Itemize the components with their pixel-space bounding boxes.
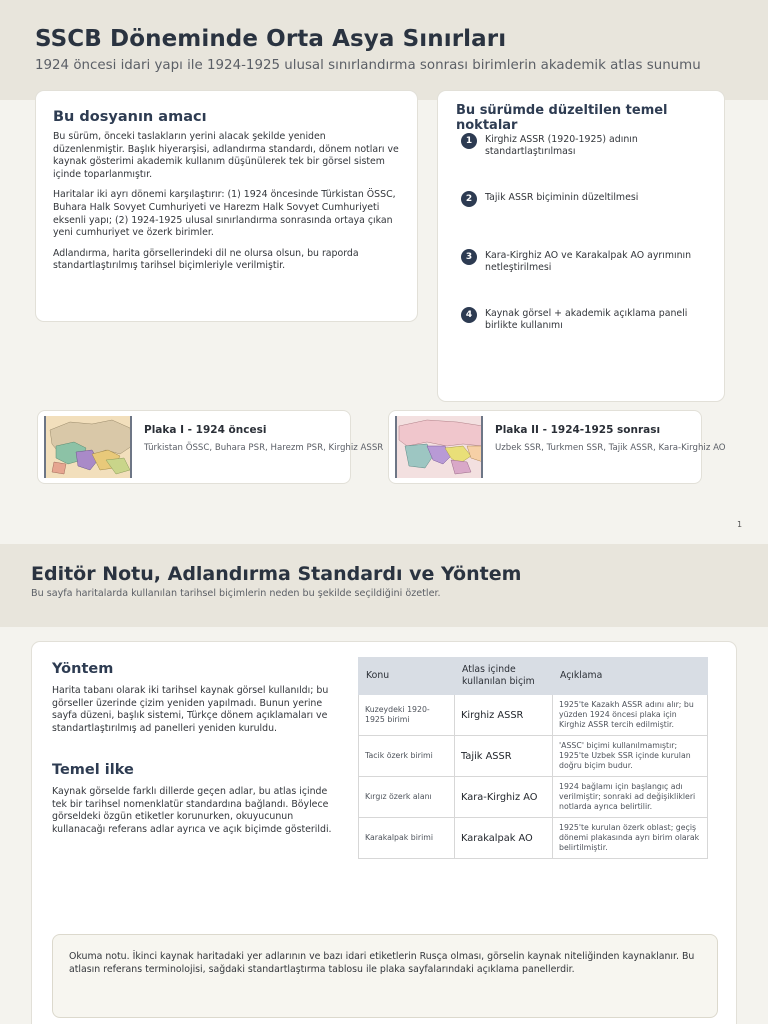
column-header: Atlas içinde kullanılan biçim	[455, 658, 553, 695]
fix-item	[461, 191, 711, 207]
purpose-heading: Bu dosyanın amacı	[53, 109, 207, 125]
section-subtitle: Bu sayfa haritalarda kullanılan tarihsel biçimlerin neden bu şekilde seçildiğini özetler.	[31, 588, 441, 599]
table-cell: Kuzeydeki 1920-1925 birimi	[359, 695, 455, 736]
fixes-heading: Bu sürümde düzeltilen temel noktalar	[456, 103, 668, 133]
table-row	[359, 818, 708, 859]
principle-text: Kaynak görselde farklı dillerde geçen adlar, bu atlas içinde tek bir tarihsel nomenklatür standardına bağlandı. Böylece görseldeki özgün etiketler korunurken, okuyucunun kullanacağı referans adlar ayrıca ve açık biçimde gösterildi.	[52, 786, 332, 835]
fix-text: Tajik ASSR biçiminin düzeltilmesi	[485, 192, 639, 203]
number-badge: 2	[461, 191, 477, 207]
plate-card[interactable]	[388, 410, 726, 484]
number-badge: 1	[461, 133, 477, 149]
table-cell: Kara-Kirghiz AO	[455, 777, 553, 818]
purpose-paragraph: Adlandırma, harita görsellerindeki dil ne olursa olsun, bu raporda standartlaştırılmış tarihsel biçimleriyle verilmiştir.	[53, 247, 359, 272]
page-subtitle: 1924 öncesi idari yapı ile 1924-1925 ulusal sınırlandırma sonrası birimlerin akademik atlas sunumu	[35, 58, 701, 73]
number-badge: 4	[461, 307, 477, 323]
fix-item	[461, 307, 711, 333]
method-text: Harita tabanı olarak iki tarihsel kaynak görsel kullanıldı; bu görseller üzerinde çizim yeniden yapılmadı. Bunun yerine sayfa düzeni, başlık sistemi, Türkçe dönem açıklamaları ve standartlaştırılmış ad panelleri yeniden kuruldu.	[52, 685, 329, 734]
plate-card[interactable]	[37, 410, 384, 484]
plate-description: Uzbek SSR, Turkmen SSR, Tajik ASSR, Kara-Kirghiz AO	[495, 443, 726, 453]
purpose-paragraph: Bu sürüm, önceki taslakların yerini alacak şekilde yeniden düzenlenmiştir. Başlık hiyerarşisi, adlandırma standardı, dönem notları ve kaynak gösterimi akademik kullanım düşünülerek tek bir görsel sistem içinde toparlanmıştır.	[53, 131, 399, 180]
principle-heading: Temel ilke	[52, 762, 134, 778]
plate-title: Plaka I - 1924 öncesi	[144, 424, 267, 436]
page-title: SSCB Döneminde Orta Asya Sınırları	[35, 26, 507, 52]
section-title: Editör Notu, Adlandırma Standardı ve Yöntem	[31, 563, 522, 585]
purpose-paragraph: Haritalar iki ayrı dönemi karşılaştırır: (1) 1924 öncesinde Türkistan ÖSSC, Buhara Halk Sovyet Cumhuriyeti ve Harezm Halk Sovyet Cumhuriyeti eksenli yapı; (2) 1924-1925 ulusal sınırlandırma sonrasında ortaya çıkan yeni cumhuriyet ve özerk birimler.	[53, 189, 396, 239]
page2-header	[0, 544, 768, 627]
table-cell: Karakalpak birimi	[359, 818, 455, 859]
table-cell: Kirghiz ASSR	[455, 695, 553, 736]
map-thumbnail	[395, 416, 483, 478]
method-heading: Yöntem	[52, 661, 114, 677]
table-cell: 1924 bağlamı için başlangıç adı verilmiştir; sonraki ad değişiklikleri notlarda ayrıca belirtilir.	[553, 777, 708, 818]
number-badge: 3	[461, 249, 477, 265]
table-cell: 1925'te Kazakh ASSR adını alır; bu yüzden 1924 öncesi plaka için Kirghiz ASSR tercih edilmiştir.	[553, 695, 708, 736]
purpose-card	[35, 90, 418, 322]
table-cell: 1925'te kurulan özerk oblast; geçiş dönemi plakasında ayrı birim olarak belirtilmiştir.	[553, 818, 708, 859]
table-cell: Tajik ASSR	[455, 736, 553, 777]
fix-item	[461, 249, 711, 275]
reading-note: Okuma notu. İkinci kaynak haritadaki yer adlarının ve bazı idari etiketlerin Rusça olması, görselin kaynak niteliğinden kaynaklanır. Bu atlasın referans terminolojisi, sağdaki standartlaştırma tablosu ile plaka sayfalarındaki açıklama panellerdir.	[52, 934, 718, 1018]
method-section	[52, 661, 332, 735]
plate-description: Türkistan ÖSSC, Buhara PSR, Harezm PSR, Kirghiz ASSR	[144, 443, 384, 453]
table-cell: Karakalpak AO	[455, 818, 553, 859]
fixes-card	[437, 90, 725, 402]
fix-item	[461, 133, 711, 159]
table-header-row	[359, 658, 708, 695]
column-header: Konu	[359, 658, 455, 695]
fix-text: Kara-Kirghiz AO ve Karakalpak AO ayrımının netleştirilmesi	[485, 250, 692, 274]
page-number: 1	[737, 520, 743, 529]
table-row	[359, 736, 708, 777]
table-cell: Kırgız özerk alanı	[359, 777, 455, 818]
editor-note-card	[31, 641, 737, 1024]
fix-text: Kaynak görsel + akademik açıklama paneli birlikte kullanımı	[485, 308, 688, 332]
table-row	[359, 695, 708, 736]
page1-header	[0, 0, 768, 100]
column-header: Açıklama	[553, 658, 708, 695]
table-cell: Tacik özerk birimi	[359, 736, 455, 777]
principle-section	[52, 762, 332, 836]
naming-standard-table	[358, 657, 708, 859]
plate-title: Plaka II - 1924-1925 sonrası	[495, 424, 661, 436]
table-cell: 'ASSC' biçimi kullanılmamıştır; 1925'te Uzbek SSR içinde kurulan doğru biçim budur.	[553, 736, 708, 777]
table-row	[359, 777, 708, 818]
map-thumbnail	[44, 416, 132, 478]
fix-text: Kirghiz ASSR (1920-1925) adının standartlaştırılması	[485, 134, 638, 158]
